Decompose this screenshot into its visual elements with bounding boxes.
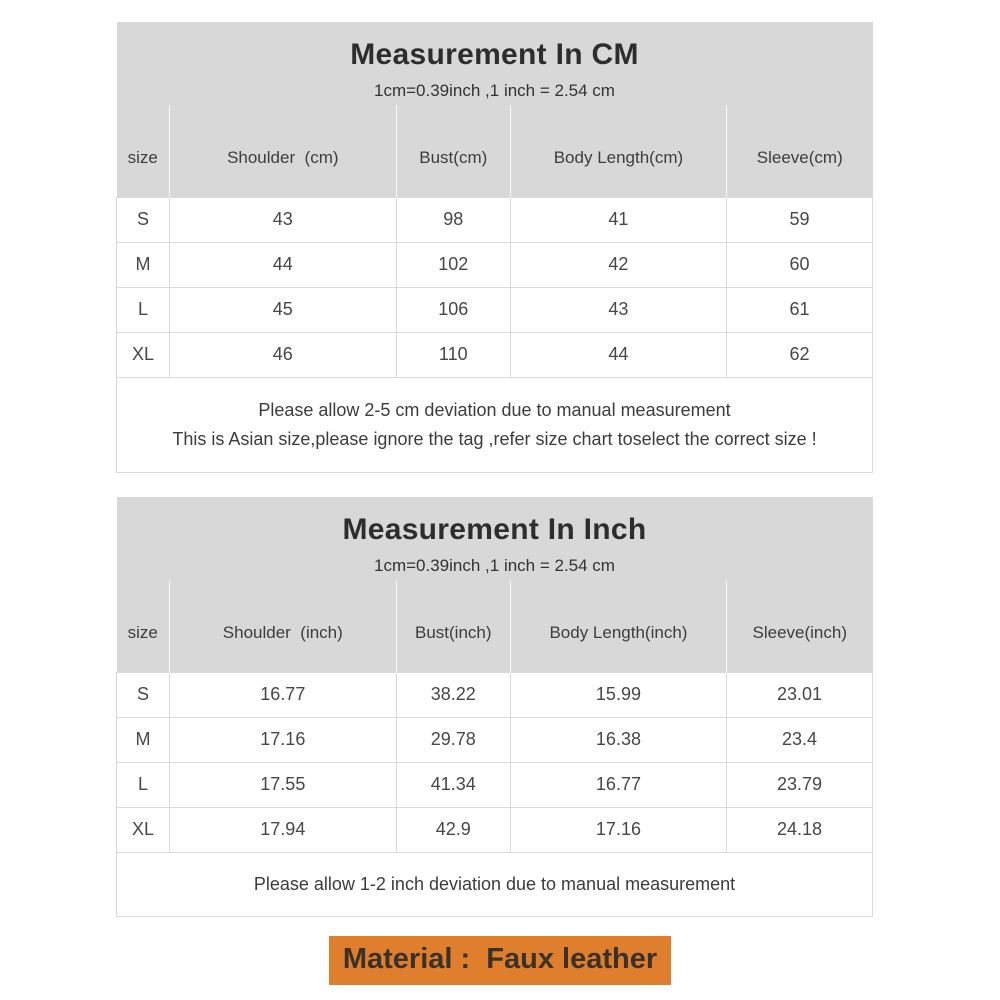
inch-row-s	[117, 672, 873, 717]
inch-l-shoulder: 17.55	[169, 762, 396, 807]
material-label: Material : Faux leather	[329, 936, 671, 985]
cm-l-size: L	[117, 287, 170, 332]
cm-l-bust: 106	[396, 287, 510, 332]
inch-col-header-sleeve: Sleeve(inch)	[727, 580, 873, 672]
cm-m-sleeve: 60	[727, 242, 873, 287]
cm-col-header-body-length: Body Length(cm)	[510, 105, 726, 197]
inch-xl-bust: 42.9	[396, 807, 510, 852]
inch-l-bust: 41.34	[396, 762, 510, 807]
inch-xl-sleeve: 24.18	[727, 807, 873, 852]
cm-size-table	[116, 22, 873, 473]
cm-s-sleeve: 59	[727, 197, 873, 242]
inch-row-m	[117, 717, 873, 762]
cm-col-header-sleeve: Sleeve(cm)	[727, 105, 873, 197]
inch-xl-body-length: 17.16	[510, 807, 726, 852]
cm-m-body-length: 42	[510, 242, 726, 287]
cm-l-sleeve: 61	[727, 287, 873, 332]
cm-table-title: Measurement In CM	[117, 22, 873, 74]
inch-s-size: S	[117, 672, 170, 717]
cm-xl-body-length: 44	[510, 332, 726, 377]
inch-deviation-note: Please allow 1-2 inch deviation due to manual measurement	[253, 873, 736, 894]
inch-s-bust: 38.22	[396, 672, 510, 717]
cm-xl-sleeve: 62	[727, 332, 873, 377]
cm-l-shoulder: 45	[169, 287, 396, 332]
cm-deviation-note: Please allow 2-5 cm deviation due to manual measurement	[258, 399, 731, 420]
cm-col-header-size: size	[117, 105, 170, 197]
cm-xl-bust: 110	[396, 332, 510, 377]
cm-m-size: M	[117, 242, 170, 287]
cm-xl-size: XL	[117, 332, 170, 377]
cm-conversion-note: 1cm=0.39inch ,1 inch = 2.54 cm	[117, 74, 873, 105]
inch-conversion-note: 1cm=0.39inch ,1 inch = 2.54 cm	[117, 549, 873, 580]
inch-row-xl	[117, 807, 873, 852]
inch-xl-shoulder: 17.94	[169, 807, 396, 852]
inch-s-shoulder: 16.77	[169, 672, 396, 717]
cm-s-body-length: 41	[510, 197, 726, 242]
inch-l-body-length: 16.77	[510, 762, 726, 807]
inch-col-header-bust: Bust(inch)	[396, 580, 510, 672]
inch-title-row	[117, 497, 873, 549]
inch-xl-size: XL	[117, 807, 170, 852]
cm-xl-shoulder: 46	[169, 332, 396, 377]
inch-subtitle-row	[117, 549, 873, 580]
inch-m-size: M	[117, 717, 170, 762]
inch-table-title: Measurement In Inch	[117, 497, 873, 549]
inch-m-sleeve: 23.4	[727, 717, 873, 762]
cm-header-row	[117, 105, 873, 197]
inch-l-sleeve: 23.79	[727, 762, 873, 807]
material-banner	[0, 936, 1000, 985]
cm-m-shoulder: 44	[169, 242, 396, 287]
cm-row-xl	[117, 332, 873, 377]
inch-col-header-size: size	[117, 580, 170, 672]
cm-s-size: S	[117, 197, 170, 242]
cm-row-l	[117, 287, 873, 332]
cm-s-bust: 98	[396, 197, 510, 242]
cm-measurement-block	[116, 22, 873, 473]
inch-m-body-length: 16.38	[510, 717, 726, 762]
inch-size-table	[116, 497, 873, 917]
inch-m-shoulder: 17.16	[169, 717, 396, 762]
inch-note-row	[117, 852, 873, 916]
inch-header-row	[117, 580, 873, 672]
inch-s-body-length: 15.99	[510, 672, 726, 717]
inch-l-size: L	[117, 762, 170, 807]
cm-col-header-bust: Bust(cm)	[396, 105, 510, 197]
cm-row-m	[117, 242, 873, 287]
cm-s-shoulder: 43	[169, 197, 396, 242]
inch-col-header-shoulder: Shoulder (inch)	[169, 580, 396, 672]
cm-row-s	[117, 197, 873, 242]
cm-l-body-length: 43	[510, 287, 726, 332]
cm-note-row	[117, 377, 873, 472]
inch-col-header-body-length: Body Length(inch)	[510, 580, 726, 672]
inch-row-l	[117, 762, 873, 807]
cm-title-row	[117, 22, 873, 74]
cm-m-bust: 102	[396, 242, 510, 287]
cm-asian-size-note: This is Asian size,please ignore the tag ,refer size chart toselect the correct size !	[172, 428, 817, 449]
inch-s-sleeve: 23.01	[727, 672, 873, 717]
cm-col-header-shoulder: Shoulder (cm)	[169, 105, 396, 197]
cm-subtitle-row	[117, 74, 873, 105]
inch-measurement-block	[116, 497, 873, 917]
inch-m-bust: 29.78	[396, 717, 510, 762]
